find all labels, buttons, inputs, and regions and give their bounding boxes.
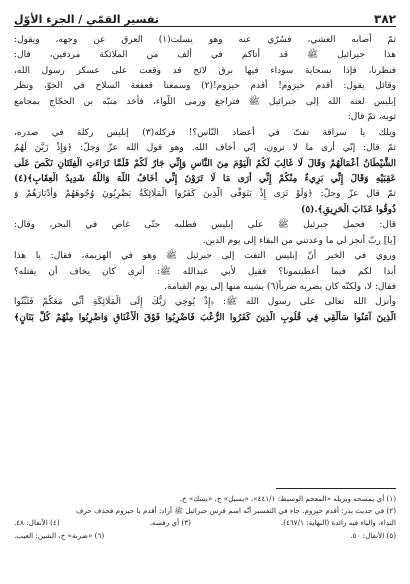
main-text bbox=[14, 33, 396, 326]
text-line: ثمّ أصابه الغشي، فسُرّي عنه وهو يسلت(١) العرق عن وجهه، ويقول: bbox=[14, 35, 396, 45]
footnote: (٥) الأنفال: ٥٠. bbox=[350, 530, 396, 540]
text-line: هذا جبرائيل ﷺ قد أتاكم في ألف من الملائكة مردفين، قال: bbox=[14, 50, 396, 61]
text-line: فنظرنا، فإذا بسحابة سوداء فيها برق لائح قد وقعت على عسكر رسول الله، bbox=[14, 65, 396, 76]
text-line: [يا] ربّ أنجز لي ما وعدتني من البقاء إلى يوم الدين. bbox=[202, 235, 396, 246]
footnote: (١) أي يمسحه ويزيله «المعجم الوسيط: ٤٤١/١»، «يسيل» خ، «يسك» خ. bbox=[179, 494, 396, 503]
text-line: وقائل يقول: أقدم حيزوم! أقدم حيزوم!(٢) وسمعنا قعقعة السلاح في الجوّ، ونظر bbox=[14, 81, 396, 92]
text-line: ويلك يا سراقة تفتّ في أعضاد النّاس؟! فركله(٣) إبليس ركلة في صدره، bbox=[14, 127, 396, 138]
footnote-divider bbox=[276, 488, 396, 489]
footnote: (٤) الأنفال: ٤٨. bbox=[14, 518, 60, 528]
text-line: قال: فحمل جبرئيل ﷺ على إبليس فطلبه حتّى غاص في البحر، وقال: bbox=[14, 220, 396, 231]
page-header bbox=[14, 6, 396, 27]
quran-verse-line: عَقِبَيْهِ وَقَالَ إِنِّي بَرِيءٌ مِنْكُمْ إِنِّي أَرَى مَا لَا تَرَوْنَ إِنِّي أَخَافُ اللَّهَ وَاللَّهُ شَدِيدُ الْعِقَابِ﴾(٤) bbox=[14, 173, 396, 184]
quran-verse-line: ذُوقُوا عَذَابَ الْحَرِيقِ﴾.(٥) bbox=[301, 204, 396, 215]
text-line: وأنزل الله تعالى على رسول الله ﷺ: ﴿إِذْ يُوحِي رَبُّكَ إِلَى الْمَلَائِكَةِ أَنِّي مَعَكُمْ فَثَبِّتُوا bbox=[14, 297, 396, 308]
text-line: ثوبه، ثمّ قال: bbox=[347, 112, 396, 123]
footnote-row bbox=[14, 530, 396, 542]
text-line: ثمّ قال: إنّي أرى ما لا ترون، إنّي أخاف الله. وهو قول الله عزّ وجلّ: ﴿وَإِذْ زَيَّنَ لَهُمُ bbox=[14, 143, 396, 154]
text-line: ثمّ قال عزّ وجلّ: ﴿وَلَوْ تَرَى إِذْ يَتَوَفَّى الَّذِينَ كَفَرُوا الْمَلَائِكَةُ يَضْرِبُونَ وُجُوهَهُمْ وَأَدْبَارَهُمْ وَ bbox=[14, 189, 396, 200]
footnote-row bbox=[14, 517, 396, 529]
quran-verse-line: الشَّيْطَانُ أَعْمَالَهُمْ وَقَالَ لَا غَالِبَ لَكُمُ الْيَوْمَ مِنَ النَّاسِ وَإِنِّي جَارٌ لَكُمْ فَلَمَّا تَرَاءَتِ الْفِئَتَانِ نَكَصَ عَلَى bbox=[14, 158, 396, 169]
running-title: تفسير القمّي / الجزء الأوّل bbox=[14, 13, 159, 26]
text-line: فقال: لا، ولكنّه كان يضربه ضرباً(٦) يشينه منها إلى يوم القيامة. bbox=[164, 282, 396, 292]
footnote: (٣) أي رفسه. bbox=[149, 518, 191, 528]
footnote: (٢) في حديث بدر: أقدم حيزوم. جاء في التفسير أنّه اسم فرس جبرائيل ﷺ أراد: أقدم يا حيزوم فحذف حرف bbox=[76, 506, 396, 516]
text-line: وروي في الخبر أنّ إبليس التفت إلى جبرئيل ﷺ وهو في الهزيمة، فقال: يا هذا bbox=[14, 251, 396, 262]
footnote: النداء، والياء فيه زائدة (النهاية: ٤٦٧/١). bbox=[280, 518, 396, 528]
text-line: إبليس لعنه الله إلى جبرائيل ﷺ فتراجع ورمى اللّواء، فأخذ منبّه بن الحجّاج بمجامع bbox=[14, 96, 396, 107]
footnotes bbox=[14, 488, 396, 542]
text-line: أبدا لكم فيما أعطيتمونا؟ فقيل لأبي عبدالله ﷺ: أترى كان يخاف أن يقتله؟ bbox=[14, 266, 396, 277]
footnote: (٦) «ضربة» خ، الشين: العيب. bbox=[14, 530, 105, 540]
quran-verse-line: الَّذِينَ آمَنُوا سَأُلْقِي فِي قُلُوبِ الَّذِينَ كَفَرُوا الرُّعْبَ فَاضْرِبُوا فَوْقَ الْأَعْنَاقِ وَاضْرِبُوا مِنْهُمْ كُلَّ بَنَانٍ﴾ bbox=[14, 312, 396, 323]
page-number: ٣٨٢ bbox=[374, 12, 396, 26]
